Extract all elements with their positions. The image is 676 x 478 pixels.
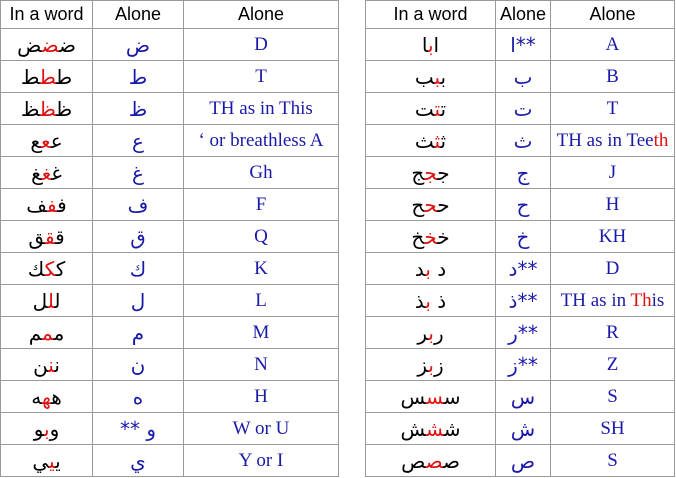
left-trans-cell-segment: M [252,321,270,343]
right-trans-cell [551,125,675,157]
right-word-cell-segment: ث [434,128,441,153]
right-word-cell [366,317,496,349]
left-trans-cell-segment: N [254,353,268,375]
left-word-cell [1,157,93,189]
left-trans-cell [184,189,339,221]
right-trans-cell-segment: S [607,385,618,407]
right-word-cell-segment: س [425,384,444,409]
right-word-cell-segment: ب [434,64,441,89]
left-word-cell-segment: ض [58,32,76,57]
right-word-cell-segment: س [400,384,426,409]
left-trans-cell [184,93,339,125]
header-row [1,1,675,29]
right-trans-cell [551,253,675,285]
right-alone-cell: ت [496,93,551,125]
right-word-cell-segment: ر [417,320,429,345]
right-word-cell-segment: ج [411,160,425,185]
right-word-cell-segment: ت [434,96,441,121]
right-alone-cell: ا** [496,29,551,61]
right-trans-cell [551,189,675,221]
right-alone-cell: ص [496,445,551,477]
right-word-cell-segment: ب [425,288,431,313]
right-trans-cell [551,285,675,317]
left-trans-cell-segment: Y or I [238,449,284,471]
left-word-cell-segment: ي [55,448,61,473]
left-word-cell-segment: ل [32,288,48,313]
left-word-cell-segment: ع [41,128,51,153]
left-trans-cell-segment: T [255,65,267,87]
left-word-cell-segment: ن [48,352,55,377]
right-trans-cell [551,413,675,445]
right-trans-cell-segment: TH as in [560,289,631,311]
right-alone-cell: ز** [496,349,551,381]
left-alone-cell: ك [93,253,184,285]
right-word-cell [366,253,496,285]
table-row [1,381,675,413]
left-word-cell-segment: ك [55,256,66,281]
right-word-cell-segment: ج [437,160,450,185]
left-trans-cell-segment: D [254,33,268,55]
right-word-cell-segment: ح [411,192,425,217]
right-trans-cell-segment: th [653,129,669,151]
right-word-cell-segment: ث [440,128,447,153]
left-trans-cell [184,157,339,189]
left-trans-cell-segment: Gh [249,161,273,183]
left-word-cell-segment: ب [44,416,50,441]
right-trans-cell [551,29,675,61]
right-trans-cell-segment: KH [598,225,627,247]
right-word-cell [366,285,496,317]
right-word-cell-segment: ت [414,96,435,121]
right-trans-cell-segment: S [607,449,618,471]
right-trans-cell-segment: R [606,321,619,343]
left-word-cell-segment: ظ [39,96,57,121]
right-trans-cell [551,221,675,253]
column-gap [339,125,366,157]
right-trans-cell [551,349,675,381]
right-word-cell-segment: ش [400,416,426,441]
right-trans-cell-segment: TH as in Tee [556,129,654,151]
left-word-cell [1,29,93,61]
left-word-cell [1,413,93,445]
left-word-cell-segment: ف [47,192,58,217]
left-trans-cell [184,445,339,477]
left-alone-cell: غ [93,157,184,189]
table-row [1,157,675,189]
right-word-cell-segment: ب [414,64,435,89]
left-word-cell-segment: ك [27,256,45,281]
right-word-cell-segment: ر [433,320,444,345]
left-alone-cell: ط [93,61,184,93]
column-gap [339,157,366,189]
column-gap [339,381,366,413]
table-row [1,29,675,61]
right-trans-cell [551,93,675,125]
left-word-cell-segment: ع [50,128,63,153]
left-trans-cell [184,61,339,93]
left-word-cell [1,317,93,349]
left-word-cell-segment: ض [17,32,42,57]
left-trans-cell-segment: F [255,193,267,215]
left-trans-cell [184,253,339,285]
left-word-cell [1,61,93,93]
left-word-cell-segment: ه [41,384,52,409]
left-alone-header: Alone [93,1,184,29]
left-trans-cell-segment: TH as in This [209,97,313,119]
right-alone-cell: ح [496,189,551,221]
right-trans-cell [551,381,675,413]
right-word-cell [366,221,496,253]
right-alone-cell: د** [496,253,551,285]
right-word-cell-segment: د [414,256,426,281]
right-trans-cell-segment: Th [630,289,652,311]
column-gap [339,253,366,285]
left-trans-cell-segment: H [254,385,268,407]
left-word-cell-segment: ط [20,64,40,89]
table-row [1,349,675,381]
column-gap [339,349,366,381]
table-row [1,61,675,93]
right-alone-cell: ج [496,157,551,189]
column-gap [339,61,366,93]
right-word-cell-segment: ش [425,416,444,441]
right-trans-header: Alone [551,1,675,29]
right-word-cell-segment: س [443,384,461,409]
right-alone-cell: ث [496,125,551,157]
left-word-cell-segment: و [49,416,60,441]
right-word-cell [366,61,496,93]
left-word-cell-segment: ظ [56,96,73,121]
left-word-cell-segment: ن [33,352,49,377]
right-word-cell [366,445,496,477]
left-word-cell-segment: ف [57,192,67,217]
right-word-cell-segment: ت [440,96,447,121]
right-word-cell [366,381,496,413]
left-word-cell-segment: غ [51,160,62,185]
left-word-cell [1,189,93,221]
right-alone-cell: ش [496,413,551,445]
right-alone-cell: ر** [496,317,551,349]
column-gap [339,93,366,125]
left-word-cell-segment: ع [30,128,42,153]
right-word-cell-segment: ص [442,448,460,473]
right-trans-cell-segment: J [608,161,617,183]
left-word-cell [1,349,93,381]
left-word-cell [1,253,93,285]
right-trans-cell [551,61,675,93]
column-gap [339,413,366,445]
left-word-cell-segment: ط [39,64,57,89]
left-trans-cell-segment: ‘ or breathless A [198,129,324,151]
left-alone-cell: ف [93,189,184,221]
left-word-cell-segment: ظ [20,96,40,121]
left-word-header: In a word [1,1,93,29]
left-word-cell-segment: م [53,320,65,345]
left-word-cell-segment: ق [28,224,45,249]
left-word-cell-segment: ن [54,352,60,377]
left-word-cell [1,381,93,413]
left-word-cell-segment: ي [49,448,56,473]
column-gap [339,1,366,29]
right-word-cell [366,189,496,221]
left-trans-cell [184,381,339,413]
column-gap [339,285,366,317]
left-word-cell [1,221,93,253]
right-trans-cell-segment: H [605,193,620,215]
left-alone-cell: م [93,317,184,349]
right-word-cell-segment: ذ [414,288,426,313]
column-gap [339,189,366,221]
left-word-cell [1,125,93,157]
right-word-cell-segment: ا [433,32,440,57]
table-row [1,93,675,125]
left-alone-cell: ه [93,381,184,413]
table-row [1,221,675,253]
right-word-cell-segment: ج [424,160,438,185]
right-trans-cell-segment: is [651,289,665,311]
right-trans-cell-segment: D [605,257,620,279]
right-word-cell-segment: ب [427,32,434,57]
right-word-cell-segment: ث [414,128,435,153]
left-alone-cell: ق [93,221,184,253]
left-word-cell-segment: ل [54,288,61,313]
right-word-cell-segment: ح [424,192,438,217]
right-alone-cell: س [496,381,551,413]
table-row [1,317,675,349]
right-word-cell [366,93,496,125]
right-word-cell-segment: ب [425,256,431,281]
left-trans-cell [184,349,339,381]
left-word-cell [1,285,93,317]
left-word-cell-segment: ف [26,192,47,217]
right-trans-cell-segment: T [606,97,619,119]
left-trans-cell [184,413,339,445]
right-trans-cell [551,445,675,477]
left-word-cell-segment: ض [41,32,59,57]
right-word-cell-segment: ز [433,352,444,377]
left-trans-cell [184,317,339,349]
right-word-cell-segment: خ [437,224,450,249]
right-word-cell [366,349,496,381]
table-row [1,125,675,157]
right-word-cell-segment: خ [424,224,438,249]
left-trans-cell-segment: W or U [232,417,290,439]
left-word-cell-segment: ق [55,224,65,249]
right-trans-cell-segment: Z [606,353,619,375]
left-word-cell-segment: م [42,320,54,345]
left-trans-cell [184,285,339,317]
left-alone-cell: ع [93,125,184,157]
left-word-cell [1,445,93,477]
left-trans-cell [184,29,339,61]
left-word-cell-segment: غ [41,160,52,185]
table-row [1,189,675,221]
left-word-cell-segment: ك [44,256,56,281]
left-alone-cell: ض [93,29,184,61]
right-word-cell-segment: ص [401,448,426,473]
left-word-cell-segment: ه [31,384,42,409]
left-trans-cell-segment: K [254,257,268,279]
right-word-cell-segment: ب [428,352,434,377]
right-word-cell-segment: ب [440,64,447,89]
right-word-cell-segment: ش [443,416,461,441]
left-word-cell-segment: و [33,416,45,441]
right-word-cell [366,29,496,61]
right-trans-cell [551,317,675,349]
table-row [1,445,675,477]
column-gap [339,317,366,349]
left-alone-cell: ظ [93,93,184,125]
left-word-cell-segment: ل [47,288,55,313]
table-row [1,413,675,445]
left-word-cell-segment: ي [32,448,50,473]
right-alone-header: Alone [496,1,551,29]
left-trans-header: Alone [184,1,339,29]
right-alone-cell: ذ** [496,285,551,317]
left-word-cell-segment: ق [45,224,56,249]
right-word-cell [366,413,496,445]
right-word-cell-segment: ا [421,32,428,57]
left-trans-cell-segment: Q [254,225,268,247]
right-trans-cell-segment: B [606,65,619,87]
right-trans-cell-segment: SH [600,417,625,439]
left-word-cell-segment: م [28,320,43,345]
left-alone-cell: ل [93,285,184,317]
right-word-cell-segment: ح [437,192,450,217]
column-gap [339,445,366,477]
left-trans-cell [184,221,339,253]
left-word-cell-segment: غ [31,160,42,185]
right-word-cell [366,125,496,157]
right-trans-cell-segment: A [605,33,620,55]
right-word-cell-segment: ذ [430,288,447,313]
left-alone-cell: ي [93,445,184,477]
right-word-cell-segment: خ [411,224,425,249]
left-alone-cell: ** و [93,413,184,445]
left-word-cell-segment: ط [56,64,73,89]
left-trans-cell-segment: L [255,289,267,311]
column-gap [339,29,366,61]
right-word-cell-segment: ص [425,448,443,473]
right-word-cell-segment: ب [428,320,434,345]
right-word-cell [366,157,496,189]
right-alone-cell: ب [496,61,551,93]
right-word-header: In a word [366,1,496,29]
column-gap [339,221,366,253]
left-trans-cell [184,125,339,157]
left-word-cell-segment: ه [51,384,62,409]
right-word-cell-segment: د [430,256,447,281]
left-alone-cell: ن [93,349,184,381]
right-trans-cell [551,157,675,189]
table-row [1,253,675,285]
right-alone-cell: خ [496,221,551,253]
right-word-cell-segment: ز [417,352,429,377]
left-word-cell [1,93,93,125]
table-row [1,285,675,317]
